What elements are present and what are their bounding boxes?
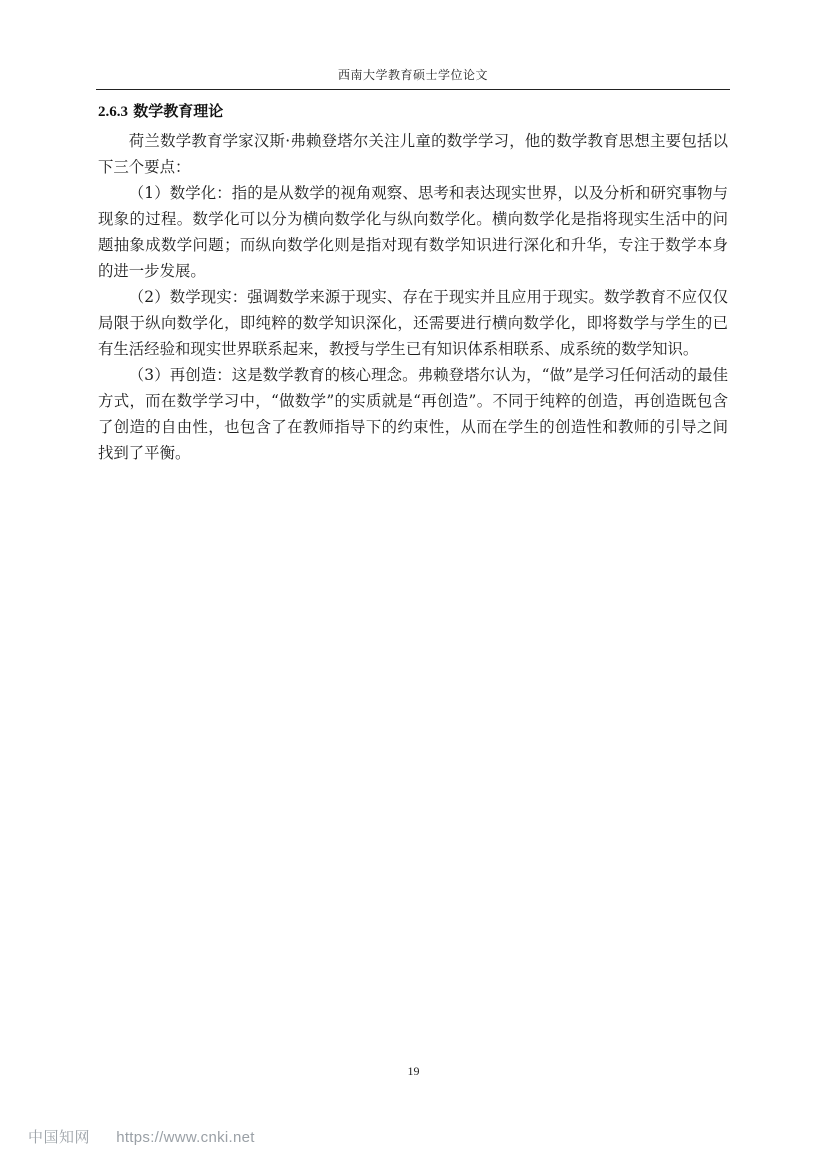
cnki-watermark: [28, 1126, 255, 1147]
page-number: 19: [407, 1064, 420, 1078]
section-title: 数学教育理论: [133, 102, 224, 120]
section-number: 2.6.3: [98, 104, 128, 120]
paragraph-mathematization: （1）数学化：指的是从数学的视角观察、思考和表达现实世界，以及分析和研究事物与现象的过程。数学化可以分为横向数学化与纵向数学化。横向数学化是指将现实生活中的问题抽象成数学问题；而纵向数学化则是指对现有数学知识进行深化和升华，专注于数学本身的进一步发展。: [98, 184, 728, 280]
section-heading: [98, 100, 223, 121]
paragraph-mathematical-reality: （2）数学现实：强调数学来源于现实、存在于现实并且应用于现实。数学教育不应仅仅局限于纵向数学化，即纯粹的数学知识深化，还需要进行横向数学化，即将数学与学生的已有生活经验和现实世界联系起来，教授与学生已有知识体系相联系、成系统的数学知识。: [98, 288, 728, 358]
body-text: [98, 128, 728, 466]
running-header: 西南大学教育硕士学位论文: [337, 68, 488, 82]
intro-paragraph: 荷兰数学教育学家汉斯·弗赖登塔尔关注儿童的数学学习，他的数学教育思想主要包括以下三个要点：: [98, 132, 728, 176]
watermark-url[interactable]: https://www.cnki.net: [116, 1129, 255, 1146]
watermark-name: 中国知网: [28, 1129, 91, 1146]
paragraph-re-creation: （3）再创造：这是数学教育的核心理念。弗赖登塔尔认为，“做”是学习任何活动的最佳方式，而在数学学习中，“做数学”的实质就是“再创造”。不同于纯粹的创造，再创造既包含了创造的自由性，也包含了在教师指导下的约束性，从而在学生的创造性和教师的引导之间找到了平衡。: [98, 366, 728, 462]
header-rule: [96, 89, 730, 90]
